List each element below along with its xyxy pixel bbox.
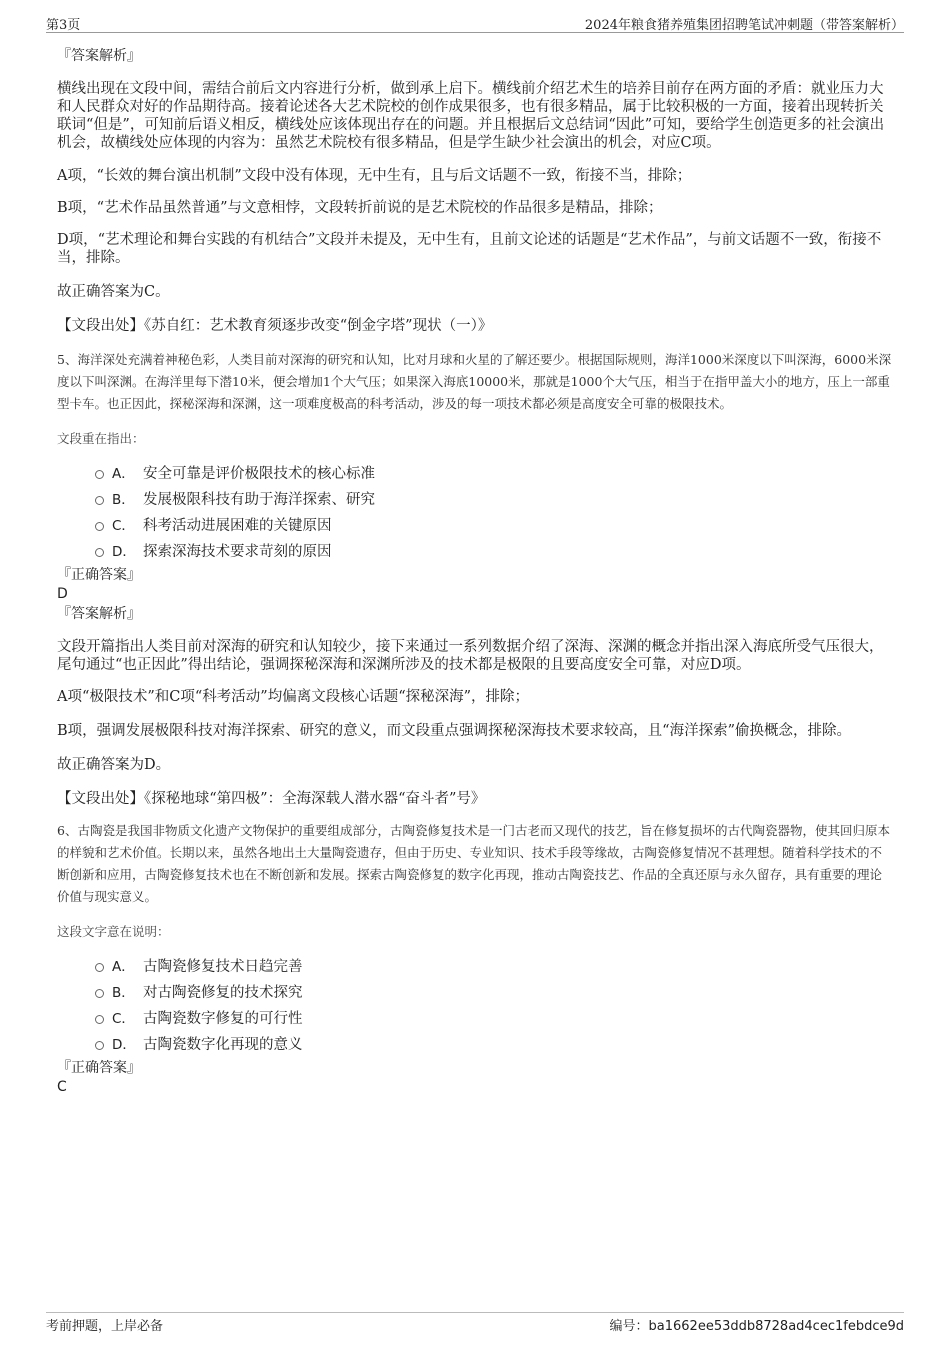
answer-label: 『正确答案』 [57,1060,141,1076]
answer-label: 『正确答案』 [57,567,141,583]
footer-slogan: 考前押题，上岸必备 [46,1319,164,1334]
question-6-option-a[interactable] [95,952,893,978]
question-5-options [57,459,893,563]
option-d-analysis: D项，“艺术理论和舞台实践的有机结合”文段并未提及，无中生有，且前文论述的话题是“艺术作品”，与前文话题不一致，衔接不当，排除。 [57,232,882,266]
serial-label: 编号： [609,1319,649,1334]
question-5-option-d[interactable] [95,537,893,563]
question-6-option-b[interactable] [95,978,893,1004]
analysis-label: 『答案解析』 [57,606,141,622]
option-key: D． [112,544,136,560]
question-6-options [57,952,893,1056]
option-text: 古陶瓷数字化再现的意义 [143,1036,303,1053]
radio-icon[interactable] [95,1015,104,1024]
option-key: A． [112,959,135,975]
document-title: 2024年粮食猪养殖集团招聘笔试冲刺题（带答案解析） [584,18,904,33]
question-6-stem: 6、古陶瓷是我国非物质文化遗产文物保护的重要组成部分，古陶瓷修复技术是一门古老而又现代的技艺，旨在修复损坏的古代陶瓷器物，使其回归原本的样貌和艺术价值。长期以来，虽然各地出土大量陶瓷遗存，但由于历史、专业知识、技术手段等缘故，古陶瓷修复情况不甚理想。随着科学技术的不断创新和应用，古陶瓷修复技术也在不断创新和发展。探索古陶瓷修复的数字化再现，推动古陶瓷技艺、作品的全真还原与永久留存，具有重要的理论价值与现实意义。 [57,823,890,904]
analysis-text: 横线出现在文段中间，需结合前后文内容进行分析，做到承上启下。横线前介绍艺术生的培养目前存在两方面的矛盾：就业压力大和人民群众对好的作品期待高。接着论述各大艺术院校的创作成果很多，也有很多精品，属于比较积极的一方面，接着出现转折关联词“但是”，可知前后语义相反，横线处应该体现出存在的问题。并且根据后文总结词“因此”可知，要给学生创造更多的社会演出机会，故横线处应体现的内容为：虽然艺术院校有很多精品，但是学生缺少社会演出的机会，对应C项。 [57,81,885,151]
page-header [46,12,904,33]
question-5-option-c[interactable] [95,511,893,537]
option-key: D． [112,1037,136,1053]
radio-icon[interactable] [95,989,104,998]
conclusion: 故正确答案为D。 [57,757,171,773]
option-text: 科考活动进展困难的关键原因 [143,517,332,534]
option-key: B． [112,985,135,1001]
source-citation: 【文段出处】《苏自红：艺术教育须逐步改变“倒金字塔”现状（一）》 [57,318,493,334]
document-serial [610,1315,905,1334]
option-key: A． [112,466,135,482]
question-5-option-b[interactable] [95,485,893,511]
option-text: 发展极限科技有助于海洋探索、研究 [143,491,375,508]
question-5-prompt: 文段重在指出： [57,431,145,446]
source-citation: 【文段出处】《探秘地球“第四极”：全海深载人潜水器“奋斗者”号》 [57,791,486,807]
option-text: 古陶瓷数字修复的可行性 [143,1010,303,1027]
question-6-prompt: 这段文字意在说明： [57,924,170,939]
option-b-analysis: B项，“艺术作品虽然普通”与文意相悖，文段转折前说的是艺术院校的作品很多是精品，排除； [57,200,663,216]
question-6-option-c[interactable] [95,1004,893,1030]
radio-icon[interactable] [95,470,104,479]
correct-answer: D [57,586,68,602]
document-body [57,46,893,1096]
page-number: 第3页 [46,18,81,33]
radio-icon[interactable] [95,1041,104,1050]
option-a-analysis: A项，“长效的舞台演出机制”文段中没有体现，无中生有，且与后文话题不一致，衔接不当，排除； [57,168,692,184]
option-key: C． [112,1011,135,1027]
option-text: 对古陶瓷修复的技术探究 [143,984,303,1001]
radio-icon[interactable] [95,548,104,557]
conclusion: 故正确答案为C。 [57,284,170,300]
analysis-label: 『答案解析』 [57,48,141,64]
option-key: C． [112,518,135,534]
page-footer [46,1312,904,1335]
analysis-text: 文段开篇指出人类目前对深海的研究和认知较少，接下来通过一系列数据介绍了深海、深渊的概念并指出深入海底所受气压很大，尾句通过“也正因此”得出结论，强调探秘深海和深渊所涉及的技术都是极限的且要高度安全可靠，对应D项。 [57,639,884,673]
radio-icon[interactable] [95,963,104,972]
option-text: 探索深海技术要求苛刻的原因 [143,543,332,560]
option-b-analysis: B项，强调发展极限科技对海洋探索、研究的意义，而文段重点强调探秘深海技术要求较高，且“海洋探索”偷换概念，排除。 [57,723,851,739]
radio-icon[interactable] [95,496,104,505]
radio-icon[interactable] [95,522,104,531]
option-ac-analysis: A项“极限技术”和C项“科考活动”均偏离文段核心话题“探秘深海”，排除； [57,689,530,705]
serial-number: ba1662ee53ddb8728ad4cec1febdce9d [648,1319,904,1334]
question-5-stem: 5、海洋深处充满着神秘色彩，人类目前对深海的研究和认知，比对月球和火星的了解还要少。根据国际规则，海洋1000米深度以下叫深海，6000米深度以下叫深渊。在海洋里每下潜10米，便会增加1个大气压；如果深入海底10000米，那就是1000个大气压，相当于在指甲盖大小的地方，压上一部重型卡车。也正因此，探秘深海和深渊，这一项难度极高的科考活动，涉及的每一项技术都必须是高度安全可靠的极限技术。 [57,352,892,411]
question-6-option-d[interactable] [95,1030,893,1056]
question-5-option-a[interactable] [95,459,893,485]
correct-answer: C [57,1079,67,1095]
option-key: B． [112,492,135,508]
option-text: 安全可靠是评价极限技术的核心标准 [143,465,375,482]
option-text: 古陶瓷修复技术日趋完善 [143,958,303,975]
